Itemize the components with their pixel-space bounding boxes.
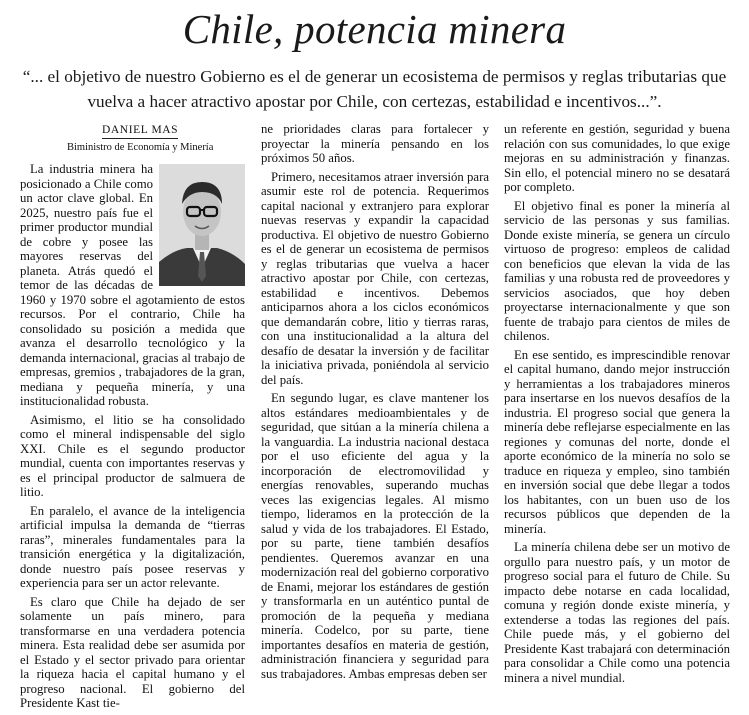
paragraph: un referente en gestión, seguridad y buena relación con sus comunidades, lo que exige mejoras en su administración y finanzas. Sin ello, el potencial minero no se desatará por completo. xyxy=(504,122,730,194)
column-2 xyxy=(261,122,489,685)
pull-quote: “... el objetivo de nuestro Gobierno es el de generar un ecosistema de permisos y reglas tributarias que vuelva a hacer atractivo apostar por Chile, con certezas, estabilidad e incentivos...”. xyxy=(22,67,727,111)
paragraph: En paralelo, el avance de la inteligencia artificial impulsa la demanda de “tierras raras”, minerales fundamentales para la transición energética y la digitalización, donde nuestro país posee reservas y experiencia para ser un actor relevante. xyxy=(20,503,245,590)
paragraph: En segundo lugar, es clave mantener los altos estándares medioambientales y de seguridad, que sitúan a la minería chilena a la vanguardia. La industria nacional destaca por el uso eficiente del agua y la incorporación de electromovilidad y energías renovables, superando muchas veces las exigencias legales. Al mismo tiempo, lideramos en la protección de la salud y vida de los trabajadores. El Estado, por su parte, tiene también desafíos pendientes. Queremos avanzar en una modernización real del gobierno corporativo de Enami, mejorar los estándares de gestión y transformarla en un auténtico puntal de promoción de la pequeña y mediana minería. Codelco, por su parte, tiene importantes desafíos en materia de gestión, administración financiera y seguridad para sus trabajadores. Ambas empresas deben ser xyxy=(261,391,489,681)
paragraph: Asimismo, el litio se ha consolidado como el mineral indispensable del siglo XXI. Chile es el segundo productor mundial, cuenta con importantes reservas y es el principal productor de salmuera de litio. xyxy=(20,412,245,499)
paragraph: Primero, necesitamos atraer inversión para asumir este rol de potencia. Requerimos capital nacional y extranjero para explorar nuevas reservas y expandir la capacidad productiva. El objetivo de nuestro Gobierno es el de generar un ecosistema de permisos y reglas tributarias que vuelva a hacer atractivo apostar por Chile, con certezas, estabilidad e incentivos. Debemos anticiparnos ahora a los ciclos económicos que demandarán cobre, litio y tierras raras, con una institucionalidad a la altura del desafío de desatar la inversión y de facilitar la iniciativa privada, poniéndola al servicio del país. xyxy=(261,169,489,387)
author-photo-image xyxy=(159,164,245,286)
paragraph: El objetivo final es poner la minería al servicio de las personas y sus familias. Donde existe minería, se genera un círculo virtuoso de progreso: empleos de calidad con beneficios que elevan la vida de las familias y una robusta red de proveedores y servicios asociados, que hoy deben proyectarse internacionalmente y que son fuente de trabajo para cientos de miles de chilenos. xyxy=(504,198,730,343)
column-3 xyxy=(504,122,730,689)
paragraph: ne prioridades claras para fortalecer y proyectar la minería pensando en los próximos 50 años. xyxy=(261,122,489,165)
author-name: DANIEL MAS xyxy=(102,123,178,139)
paragraph: En ese sentido, es imprescindible renovar el capital humano, dando mejor instrucción y herramientas a los trabajadores mineros para insertarse en los nuevos desafíos de la industria. El progreso social que genera la minería debe reflejarse especialmente en las regiones y comunas del norte, donde el aporte económico de la minería no solo se traduce en riqueza y empleo, sino también en inversión social que debe llegar a todos los habitantes, con un buen uso de los recursos públicos que dependen de la minería. xyxy=(504,347,730,536)
headline: Chile, potencia minera xyxy=(182,6,567,52)
paragraph: La minería chilena debe ser un motivo de orgullo para nuestro país, y un motor de progreso social para el futuro de Chile. Su impacto debe notarse en cada localidad, comuna y región donde existe minería, y extenderse a todas las regiones del país. Chile puede más, y el gobierno del Presidente Kast trabajará con determinación para consolidar a Chile como una potencia minera a nivel mundial. xyxy=(504,540,730,685)
column-1 xyxy=(20,162,245,715)
byline xyxy=(22,120,244,156)
author-role: Biministro de Economía y Minería xyxy=(67,142,214,153)
author-photo xyxy=(159,164,245,286)
paragraph: La industria minera ha posicionado a Chile como un actor clave global. En 2025, nuestro país fue el primer productor mundial de cobre y posee las mayores reservas del planeta. Atrás quedó el temor de las décadas de 1960 y 1970 sobre el agotamiento de estos recursos. Por el contrario, Chile ha consolidado su posición a medida que avanza el desarrollo tecnológico y la demanda internacional, gracias al trabajo de empresas, gremios , trabajadores de la gran, mediana y pequeña minería, y una institucionalidad robusta. xyxy=(20,162,245,408)
paragraph: Es claro que Chile ha dejado de ser solamente un país minero, para transformarse en una verdadera potencia minera. Esta realidad debe ser asumida por el Estado y el sector privado para orientar la riqueza hacia el capital humano y el progreso nacional. El gobierno del Presidente Kast tie- xyxy=(20,594,245,710)
